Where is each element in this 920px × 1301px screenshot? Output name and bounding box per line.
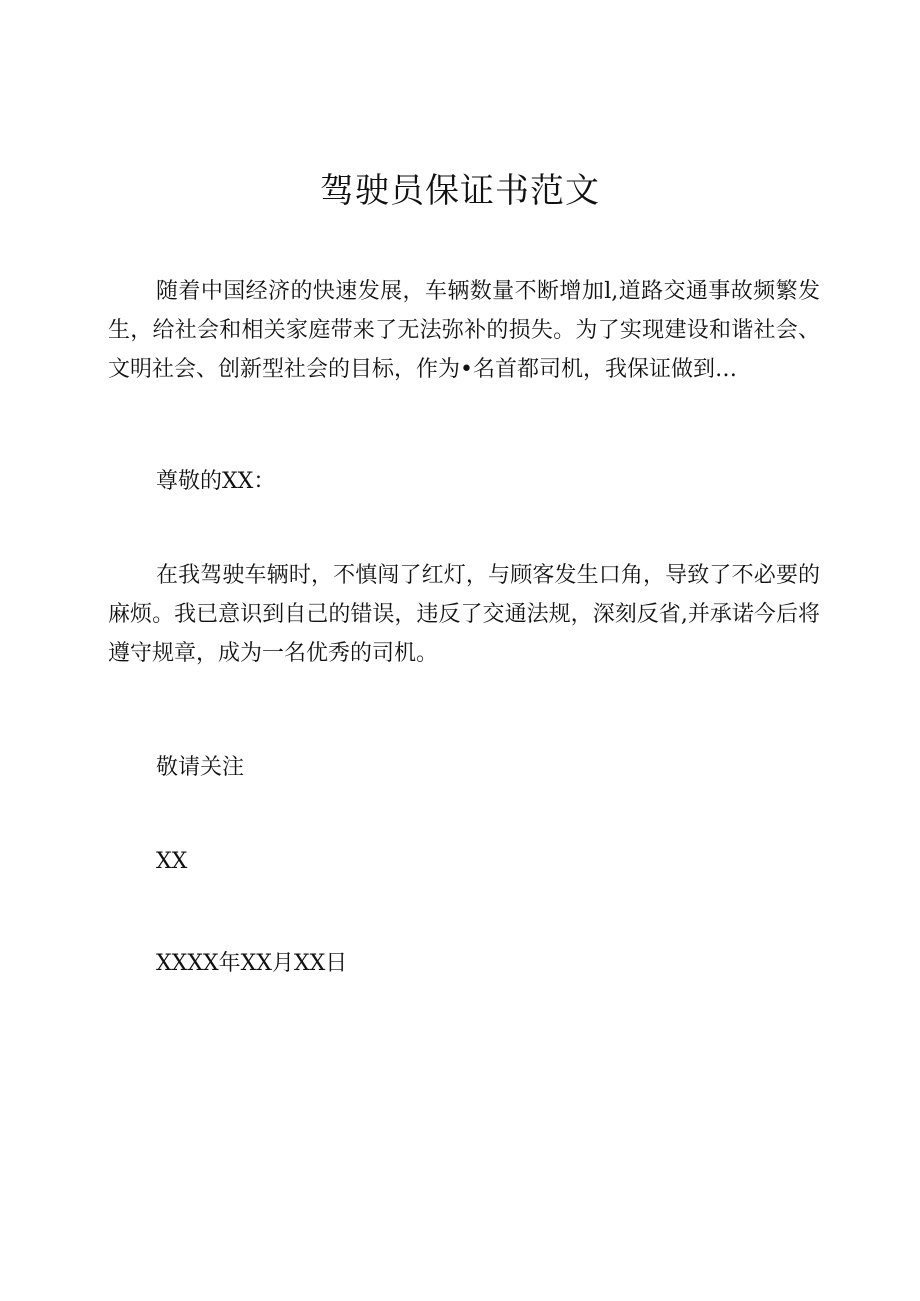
document-title: 驾驶员保证书范文 bbox=[320, 171, 600, 211]
salutation: 尊敬的XX： bbox=[156, 469, 276, 494]
signature-date: XXXX年XX月XX日 bbox=[156, 951, 348, 976]
intro-paragraph: 随着中国经济的快速发展，车辆数量不断增加l,道路交通事故频繁发生，给社会和相关家庭带来了无法弥补的损失。为了实现建设和谐社会、文明社会、创新型社会的目标，作为•名首都司机，我保证做到… bbox=[108, 279, 820, 382]
signer-name: XX bbox=[156, 849, 188, 874]
body-paragraph: 在我驾驶车辆时，不慎闯了红灯，与顾客发生口角，导致了不必要的麻烦。我已意识到自己的错误，违反了交通法规，深刻反省,并承诺今后将遵守规章，成为一名优秀的司机。 bbox=[108, 563, 820, 666]
closing-line: 敬请关注 bbox=[156, 755, 245, 780]
